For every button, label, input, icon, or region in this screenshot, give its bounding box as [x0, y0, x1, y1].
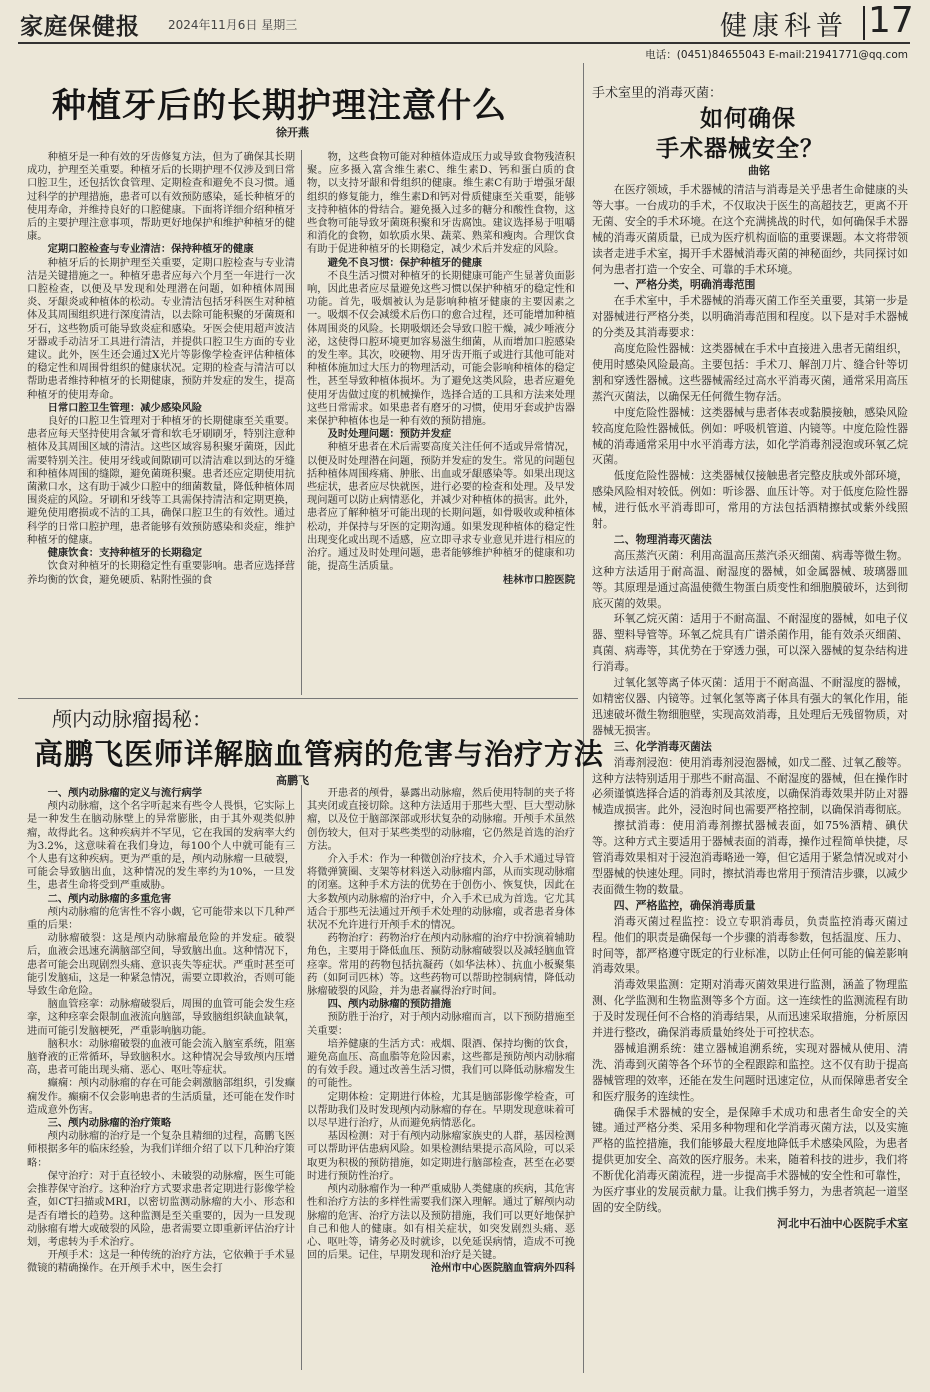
- paragraph: 饮食对种植牙的长期稳定性有重要影响。患者应选择营养均衡的饮食，避免硬质、粘附性强的食: [27, 560, 295, 586]
- weekday-text: 星期三: [261, 18, 298, 32]
- subheading: 健康饮食：支持种植牙的长期稳定: [47, 547, 203, 560]
- paragraph: 器械追溯系统：建立器械追溯系统，实现对器械从使用、清洗、消毒到灭菌等各个环节的全程跟踪和监控。这不仅有助于提高器械管理的效率，还能在发生问题时迅速定位，从而保障患者安全和医疗服务的连续性。: [592, 1041, 908, 1103]
- paragraph: 开颅手术：这是一种传统的治疗方法，它依赖于手术显微镜的精确操作。在开颅手术中，医生会打: [27, 1249, 295, 1275]
- subheading: 定期口腔检查与专业清洁：保持种植牙的健康: [47, 243, 254, 256]
- paragraph: 癫痫：颅内动脉瘤的存在可能会刺激脑部组织，引发癫痫发作。癫痫不仅会影响患者的生活质量，还可能在发作时造成意外伤害。: [27, 1077, 295, 1116]
- page-number: 17: [868, 0, 914, 41]
- paragraph: 基因检测：对于有颅内动脉瘤家族史的人群，基因检测可以帮助评估患病风险。如果检测结果提示高风险，可以采取更为积极的预防措施，如定期进行脑部检查，甚至在必要时进行预防性治疗。: [307, 1130, 575, 1182]
- paragraph: 预防胜于治疗，对于颅内动脉瘤而言，以下预防措施至关重要：: [307, 1011, 575, 1037]
- subheading: 及时处理问题：预防并发症: [327, 428, 452, 441]
- paragraph: 不良生活习惯对种植牙的长期健康可能产生显著负面影响，因此患者应尽量避免这些习惯以保护种植牙的稳定性和功能。首先，吸烟被认为是影响种植牙健康的主要因素之一。吸烟不仅会减缓术后伤口的愈合过程，还可能增加种植体周围炎的风险。长期吸烟还会导致口腔干燥，减少唾液分泌，这使得口腔环境更加容易滋生细菌，从而增加口腔感染的发生率。其次，咬硬物、用牙齿开瓶子或进行其他可能对种植体施加过大压力的物理活动，可能会影响种植体的稳定性，甚至导致种植体损坏。为了避免这类风险，患者应避免使用牙齿做过度的机械操作，选择合适的工具和方法来处理这些日常需求。如果患者有磨牙的习惯，使用牙套或护齿器来保护种植体也是一种有效的预防措施。: [307, 269, 575, 428]
- paragraph: 开患者的颅骨，暴露出动脉瘤，然后使用特制的夹子将其夹闭或直接切除。这种方法适用于那些大型、巨大型动脉瘤，以及位于脑部深部或形状复杂的动脉瘤。开颅手术虽然创伤较大，但对于某些类型的动脉瘤，它仍然是首选的治疗方法。: [307, 787, 575, 852]
- paragraph: 脑积水：动脉瘤破裂的血液可能会流入脑室系统，阻塞脑脊液的正常循环，导致脑积水。这种情况会导致颅内压增高，患者可能出现头痛、恶心、呕吐等症状。: [27, 1037, 295, 1077]
- subheading: 二、颅内动脉瘤的多重危害: [47, 892, 172, 905]
- article2-column-divider: [301, 785, 302, 1370]
- paragraph: 动脉瘤破裂：这是颅内动脉瘤最危险的并发症。破裂后，血液会迅速充满脑部空间，导致脑出血。这种情况下，患者可能会出现剧烈头痛、意识丧失等症状。严重时甚至可能引发脑疝，这是一种紧急情况，需要立即救治，否则可能导致生命危险。: [27, 932, 295, 998]
- contact-info: 电话：(0451)84655043 E-mail:21941771@qq.com: [645, 49, 908, 61]
- subheading: 二、物理消毒灭菌法: [613, 532, 712, 546]
- article2-kicker: 颅内动脉瘤揭秘：: [52, 707, 212, 731]
- paragraph: 确保手术器械的安全，是保障手术成功和患者生命安全的关键。通过严格分类、采用多种物理和化学消毒灭菌方法，以及实施严格的监控措施，我们能够最大程度地降低手术感染风险，为患者提供更加安全、高效的医疗服务。未来，随着科技的进步，我们将不断优化消毒灭菌流程，进一步提高手术器械的安全性和可靠性，为医疗事业的发展贡献力量。让我们携手努力，为患者筑起一道坚固的安全防线。: [592, 1105, 908, 1214]
- paragraph: 消毒剂浸泡：使用消毒剂浸泡器械，如戊二醛、过氧乙酸等。这种方法特别适用于那些不耐高温、不耐湿度的器械，但在操作时必须谨慎选择合适的消毒剂及其浓度，以确保消毒效果并防止对器械造成损害。此外，浸泡时间也需要严格控制，以确保消毒彻底。: [592, 755, 908, 817]
- paragraph: 低度危险性器械：这类器械仅接触患者完整皮肤或外部环境，感染风险相对较低。例如：听诊器、血压计等。对于低度危险性器械，进行低水平消毒即可，常用的方法包括酒精擦拭或紫外线照射。: [592, 469, 908, 531]
- paragraph: 脑血管痉挛：动脉瘤破裂后，周围的血管可能会发生痉挛，这种痉挛会限制血液流向脑部，导致脑组织缺血缺氧，进而可能引发脑梗死，严重影响脑功能。: [27, 998, 295, 1037]
- issue-date: [168, 16, 297, 33]
- article1-column-1: [27, 151, 295, 691]
- paragraph: 种植牙患者在术后需要高度关注任何不适或异常情况，以便及时处理潜在问题，预防并发症的发生。常见的问题包括种植体周围疼痛、肿胀、出血或牙龈感染等。如果出现这些症状，患者应尽快就医，进行必要的检查和处理。及早发现问题可以防止病情恶化，并减少对种植体的损害。此外，患者应了解种植牙可能出现的长期问题，如骨吸收或种植体松动，并保持与牙医的定期沟通。如果发现种植体的稳定性出现变化或出现不适感，应立即寻求专业意见并进行相应的治疗。通过及时处理问题，患者能够维护种植牙的健康和功能，提高生活质量。: [307, 441, 575, 573]
- article1-column-divider: [301, 150, 302, 695]
- article-divider: [18, 698, 578, 699]
- paragraph: 介入手术：作为一种微创治疗技术，介入手术通过导管将微弹簧圈、支架等材料送入动脉瘤内部，从而实现动脉瘤的闭塞。这种手术方法的优势在于创伤小、恢复快，因此在大多数颅内动脉瘤的治疗中，介入手术已成为首选。它尤其适合于那些无法通过开颅手术处理的动脉瘤，或者患者身体状况不允许进行开颅手术的情况。: [307, 853, 575, 932]
- masthead-rule: [18, 42, 910, 44]
- paragraph: 药物治疗：药物治疗在颅内动脉瘤的治疗中扮演着辅助角色，主要用于降低血压、预防动脉瘤破裂以及减轻脑血管痉挛。常用的药物包括抗凝药（如华法林）、抗血小板聚集药（如阿司匹林）等。这些药物可以帮助控制病情，降低动脉瘤破裂的风险，并为患者赢得治疗时间。: [307, 932, 575, 998]
- subheading: 四、颅内动脉瘤的预防措施: [327, 998, 452, 1011]
- article2-column-2: [307, 787, 575, 1370]
- article3-kicker: 手术室里的消毒灭菌：: [592, 86, 723, 101]
- section-name: 健康科普: [720, 11, 848, 42]
- paper-name: 家庭保健报: [20, 13, 140, 40]
- article3-body: [592, 182, 908, 1362]
- paragraph: 定期体检：定期进行体检，尤其是脑部影像学检查，可以帮助我们及时发现颅内动脉瘤的存在。早期发现意味着可以尽早进行治疗，从而避免病情恶化。: [307, 1090, 575, 1130]
- subheading: 一、颅内动脉瘤的定义与流行病学: [47, 787, 203, 799]
- paragraph: 中度危险性器械：这类器械与患者体表或黏膜接触，感染风险较高度危险性器械低。例如：呼吸机管道、内镜等。中度危险性器械的消毒通常采用中水平消毒方法，如化学消毒剂浸泡或环氧乙烷灭菌。: [592, 405, 908, 467]
- paragraph: 过氧化氢等离子体灭菌：适用于不耐高温、不耐湿度的器械，如精密仪器、内镜等。过氧化氢等离子体具有强大的氧化作用，能迅速破坏微生物细胞壁，实现高效消毒，且处理后无残留物质，对器械无损害。: [592, 676, 908, 737]
- paragraph: 高度危险性器械：这类器械在手术中直接进入患者无菌组织，使用时感染风险最高。主要包括：手术刀、解剖刀片、缝合针等切割和穿透性器械。这些器械需经过高水平消毒灭菌，通常采用高压蒸汽灭菌法，以确保无任何微生物存活。: [592, 342, 908, 403]
- article1-column-2: [307, 151, 575, 691]
- subheading: 三、颅内动脉瘤的治疗策略: [47, 1117, 172, 1130]
- paragraph: 颅内动脉瘤作为一种严重威胁人类健康的疾病，其危害性和治疗方法的多样性需要我们深入理解。通过了解颅内动脉瘤的危害、治疗方法以及预防措施，我们可以更好地保护自己和他人的健康。如有相关症状，如突发剧烈头痛、恶心、呕吐等，请务必及时就诊，以免延误病情，造成不可挽回的后果。记住，早期发现和治疗是关键。: [307, 1183, 575, 1262]
- subheading: 四、严格监控，确保消毒质量: [613, 898, 756, 912]
- paragraph: 颅内动脉瘤的治疗是一个复杂且精细的过程，高鹏飞医师根据多年的临床经验，为我们详细介绍了以下几种治疗策略：: [27, 1130, 295, 1169]
- subheading: 避免不良习惯：保护种植牙的健康: [327, 256, 483, 269]
- paragraph: 颅内动脉瘤，这个名字听起来有些令人畏惧，它实际上是一种发生在脑动脉壁上的异常膨胀，由于其外观类似肿瘤，故得此名。这种疾病并不罕见，它在我国的发病率大约为3.2%，这意味着在我们身边，每100个人中就可能有三个人患有这种疾病。更为严重的是，颅内动脉瘤一旦破裂，可能会导致脑出血，这种情况的发生率约为10%，一旦发生，患者生命将受到严重威胁。: [27, 800, 295, 892]
- article3-author: 曲铭: [748, 164, 770, 177]
- subheading: 一、严格分类，明确消毒范围: [613, 278, 756, 292]
- paragraph: 擦拭消毒：使用消毒剂擦拭器械表面，如75%酒精、碘伏等。这种方式主要适用于器械表面的消毒，操作过程简单快捷，尽管消毒效果相对于浸泡消毒略逊一筹，但它适用于紧急情况或对小型器械的快速处理。同时，擦拭消毒也常用于预清洁步骤，以减少表面微生物的数量。: [592, 819, 908, 896]
- article3-title-line-2: 手术器械安全？: [656, 135, 824, 162]
- paragraph: 颅内动脉瘤的危害性不容小觑，它可能带来以下几种严重的后果：: [27, 905, 295, 932]
- paragraph: 在医疗领域，手术器械的清洁与消毒是关乎患者生命健康的头等大事。一台成功的手术，不仅取决于医生的高超技艺，更离不开无菌、安全的手术环境。在这个充满挑战的时代，如何确保手术器械的消毒灭菌质量，已成为医疗机构面临的重要课题。本文将带领读者走进手术室，揭开手术器械消毒灭菌的神秘面纱，共同探讨如何为患者打造一个安全、可靠的手术环境。: [592, 183, 908, 276]
- paragraph: 保守治疗：对于直径较小、未破裂的动脉瘤，医生可能会推荐保守治疗。这种治疗方式要求患者定期进行影像学检查，如CT扫描或MRI，以密切监测动脉瘤的大小、形态和是否有增长的趋势。这种监测是至关重要的，因为一旦发现动脉瘤有增大或破裂的风险，患者需要立即重新评估治疗计划，考虑转为手术治疗。: [27, 1169, 295, 1248]
- masthead-divider: [863, 6, 865, 40]
- article1-title: 种植牙后的长期护理注意什么: [52, 86, 507, 126]
- date-text: 2024年11月6日: [168, 18, 258, 32]
- subheading: 三、化学消毒灭菌法: [613, 739, 712, 753]
- paragraph: 在手术室中，手术器械的消毒灭菌工作至关重要，其第一步是对器械进行严格分类，以明确消毒范围和程度。以下是对手术器械的分类及其消毒要求：: [592, 294, 908, 340]
- article2-author: 高鹏飞: [276, 774, 309, 787]
- article3-title-line-1: 如何确保: [700, 105, 796, 132]
- column-divider-right: [583, 63, 584, 1373]
- article2-title: 高鹏飞医师详解脑血管病的危害与治疗方法: [34, 737, 605, 771]
- paragraph: 种植牙后的长期护理至关重要，定期口腔检查与专业清洁是关键措施之一。种植牙患者应每六个月至一年进行一次口腔检查，以便及早发现和处理潜在问题，如种植体周围炎、牙龈炎或种植体的松动。专业清洁包括牙科医生对种植体及其周围组织进行深度清洁，以去除可能积聚的牙菌斑和牙石，这些物质可能导致炎症和感染。牙医会使用超声波洁牙器或手动洁牙工具进行清洁，并提供口腔卫生方面的专业建议。此外，医生还会通过X光片等影像学检查评估种植体的稳定性和周围骨组织的健康状况。定期的检查与清洁可以帮助患者维持种植牙的长期健康，预防并发症的发生，提高种植牙的使用寿命。: [27, 256, 295, 401]
- paragraph: 高压蒸汽灭菌：利用高温高压蒸汽杀灭细菌、病毒等微生物。这种方法适用于耐高温、耐湿度的器械，如金属器械、玻璃器皿等。其原理是通过高温使微生物蛋白质变性和细胞膜破坏，达到彻底灭菌的效果。: [592, 548, 908, 610]
- paragraph: 物，这些食物可能对种植体造成压力或导致食物残渣积聚。应多摄入富含维生素C、维生素D、钙和蛋白质的食物，以支持牙龈和骨组织的健康。维生素C有助于增强牙龈组织的修复能力，维生素D和钙对骨质健康至关重要，能够支持种植体的骨结合。避免摄入过多的糖分和酸性食物，这些食物可能导致牙菌斑积聚和牙齿腐蚀。建议选择易于咀嚼和消化的食物，如软质水果、蔬菜、熟菜和瘦肉。合理饮食有助于促进种植牙的长期稳定，减少术后并发症的风险。: [307, 151, 575, 256]
- paragraph: 种植牙是一种有效的牙齿修复方法，但为了确保其长期成功，护理至关重要。种植牙后的长期护理不仅涉及到日常口腔卫生，还包括饮食管理、定期检查和避免不良习惯。通过科学的护理措施，患者可以有效预防感染，延长种植牙的使用寿命，并维持良好的口腔健康。下面将详细介绍种植牙后的主要护理注意事项，帮助更好地保护和维护种植牙的健康。: [27, 151, 295, 243]
- source-credit: 河北中石油中心医院手术室: [777, 1216, 908, 1230]
- paragraph: 培养健康的生活方式：戒烟、限酒、保持均衡的饮食，避免高血压、高血脂等危险因素，这些都是预防颅内动脉瘤的有效手段。通过改善生活习惯，我们可以降低动脉瘤发生的可能性。: [307, 1037, 575, 1090]
- paragraph: 环氧乙烷灭菌：适用于不耐高温、不耐湿度的器械，如电子仪器、塑料导管等。环氧乙烷具有广谱杀菌作用，能有效杀灭细菌、真菌、病毒等，其优势在于穿透力强，可以深入器械的复杂结构进行消毒。: [592, 612, 908, 674]
- paragraph: 良好的口腔卫生管理对于种植牙的长期健康至关重要。患者应每天坚持使用含氟牙膏和软毛牙刷刷牙，特别注意种植体及其周围区域的清洁。这些区域容易积聚牙菌斑，因此需要特别关注。使用牙线或间隙刷可以清洁难以到达的牙缝和种植体周围的缝隙，避免菌斑积聚。患者还应定期使用抗菌漱口水，这有助于减少口腔中的细菌数量，降低种植体周围炎症的风险。牙刷和牙线等工具需保持清洁和定期更换，避免使用磨损或不洁的工具，确保口腔卫生的有效性。通过科学的日常口腔护理，患者能够有效预防感染和炎症，维护种植牙的健康。: [27, 415, 295, 546]
- article2-column-1: [27, 787, 295, 1370]
- source-credit: 桂林市口腔医院: [502, 573, 575, 586]
- paragraph: 消毒效果监测：定期对消毒灭菌效果进行监测，涵盖了物理监测、化学监测和生物监测等多个方面。这一连续性的监测流程有助于及时发现任何不合格的消毒结果，从而迅速采取措施，分析原因并进行整改，确保消毒质量始终处于可控状态。: [592, 978, 908, 1040]
- article1-author: 徐开燕: [276, 126, 309, 139]
- paragraph: 消毒灭菌过程监控：设立专职消毒员，负责监控消毒灭菌过程。他们的职责是确保每一个步骤的消毒参数，包括温度、压力、时间等，都严格遵守既定的行业标准，以防止任何可能的偏差影响消毒效果。: [592, 914, 908, 976]
- subheading: 日常口腔卫生管理：减少感染风险: [47, 401, 203, 414]
- source-credit: 沧州市中心医院脑血管病外四科: [430, 1262, 575, 1275]
